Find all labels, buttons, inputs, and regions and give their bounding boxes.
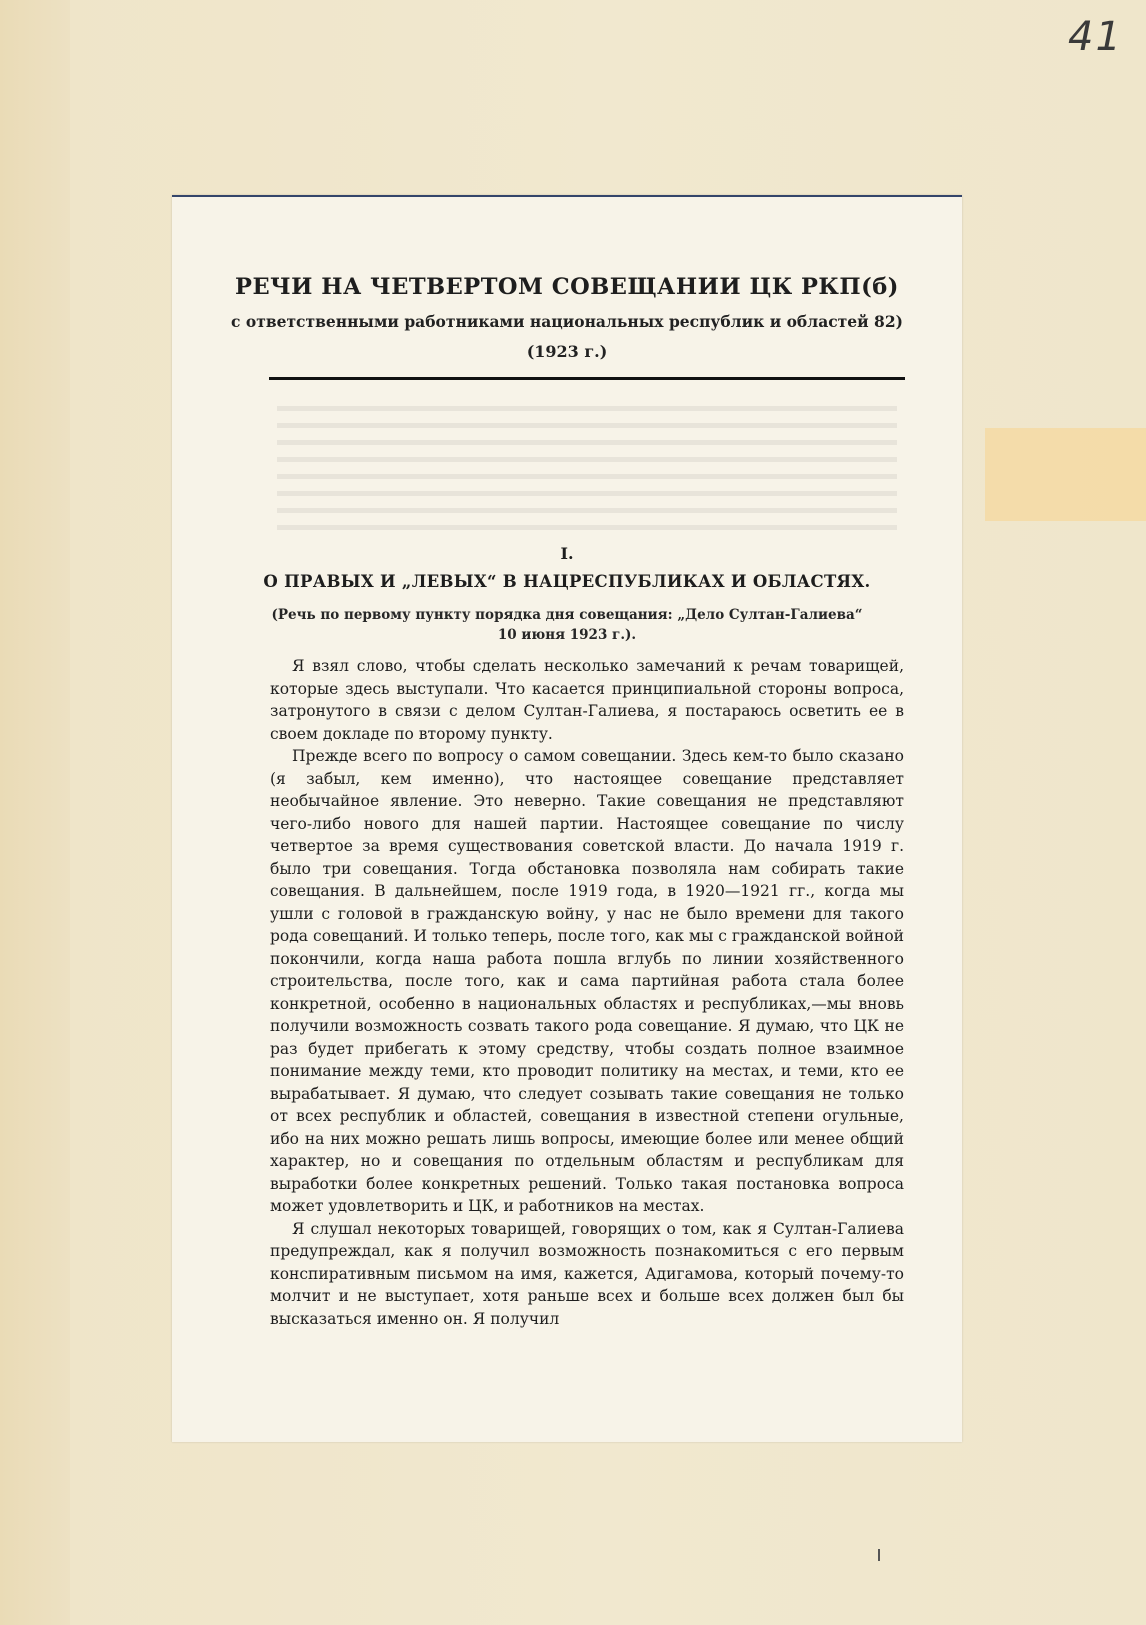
section-note: (Речь по первому пункту порядка дня совещания: „Дело Султан-Галиева“: [271, 607, 863, 623]
paper-stain: [985, 428, 1146, 521]
paper-left-edge: [0, 0, 70, 1625]
document-subtitle: с ответственными работниками национальных республик и областей 82): [231, 312, 903, 331]
section-title: О ПРАВЫХ И „ЛЕВЫХ“ В НАЦРЕСПУБЛИКАХ И ОБЛАСТЯХ.: [263, 572, 871, 591]
document-year: (1923 г.): [526, 342, 608, 361]
show-through-text: [277, 397, 897, 537]
document-title: РЕЧИ НА ЧЕТВЕРТОМ СОВЕЩАНИИ ЦК РКП(б): [235, 274, 899, 300]
paragraph: Я слушал некоторых товарищей, говорящих о том, как я Султан-Галиева предупреждал, как я получил возможность познакомиться с его первым конспиративным письмом на имя, кажется, Адигамова, который почему-то молчит и не выступает, хотя раньше всех и больше всех должен был бы высказаться именно он. Я получил: [270, 1219, 904, 1328]
section-number: I.: [560, 544, 574, 563]
section-date: 10 июня 1923 г.).: [497, 627, 637, 643]
handwritten-page-number: 41: [1068, 14, 1123, 60]
pasted-sheet: [172, 195, 962, 1442]
speech-body: [270, 655, 904, 1330]
paragraph: Прежде всего по вопросу о самом совещании. Здесь кем-то было сказано (я забыл, кем именно), что настоящее совещание представляет необычайное явление. Это неверно. Такие совещания не представляют чего-либо нового для нашей партии. Настоящее совещание по числу четвертое за время существования советской власти. До начала 1919 г. было три совещания. Тогда обстановка позволяла нам собирать такие совещания. В дальнейшем, после 1919 года, в 1920—1921 гг., когда мы ушли с головой в гражданскую войну, у нас не было времени для такого рода совещаний. И только теперь, после того, как мы с гражданской войной покончили, когда наша работа пошла вглубь по линии хозяйственного строительства, после того, как и сама партийная работа стала более конкретной, особенно в национальных областях и республиках,—мы вновь получили возможность созвать такого рода совещание. Я думаю, что ЦК не раз будет прибегать к этому средству, чтобы создать полное взаимное понимание между теми, кто проводит политику на местах, и теми, кто ее вырабатывает. Я думаю, что следует созывать такие совещания не только от всех республик и областей, совещания в известной степени огульные, ибо на них можно решать лишь вопросы, имеющие более или менее общий характер, но и совещания по отдельным областям и республикам для выработки более конкретных решений. Только такая постановка вопроса может удовлетворить и ЦК, и работников на местах.: [270, 747, 904, 1215]
paragraph: Я взял слово, чтобы сделать несколько замечаний к речам товарищей, которые здесь выступали. Что касается принципиальной стороны вопроса, затронутого в связи с делом Султан-Галиева, я постараюсь осветить ее в своем докладе по второму пункту.: [270, 657, 904, 743]
pencil-mark: [878, 1549, 880, 1561]
header-divider: [269, 377, 905, 380]
